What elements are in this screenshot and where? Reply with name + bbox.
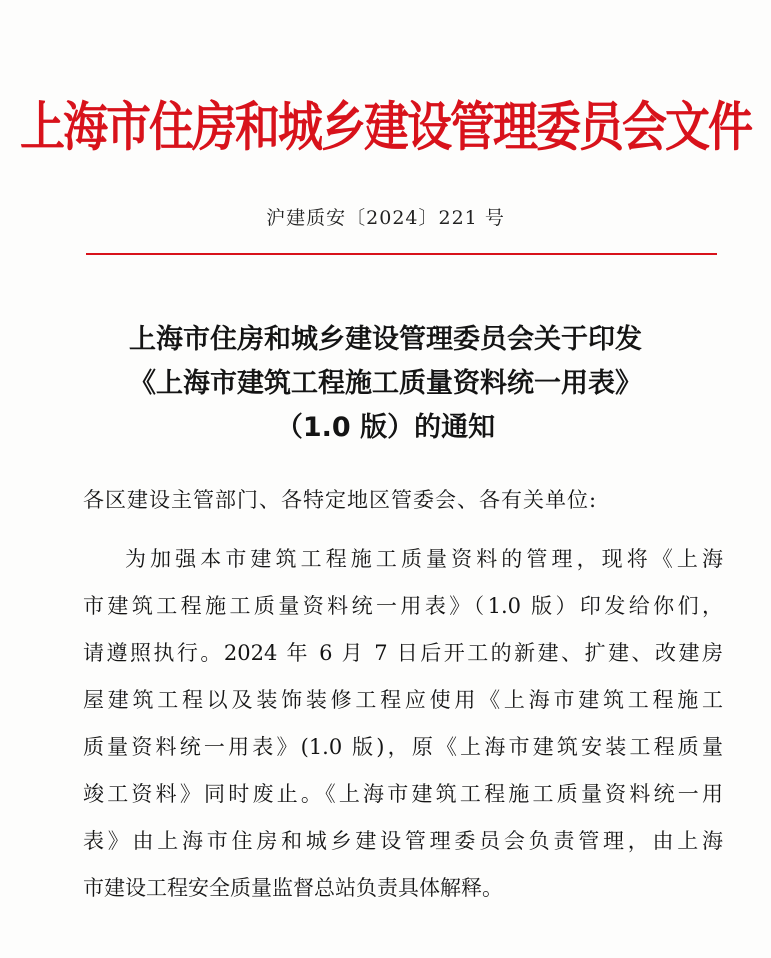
notice-title-line-2: 《上海市建筑工程施工质量资料统一用表》: [129, 368, 642, 399]
body-paragraph: [83, 536, 723, 912]
notice-title-line-3: （1.0 版）的通知: [275, 412, 496, 443]
body-line: 市建设工程安全质量监督总站负责具体解释。: [83, 876, 503, 900]
body-line: 质量资料统一用表》(1.0 版)，原《上海市建筑安装工程质量: [83, 735, 723, 759]
body-line: 表》由上海市住房和城乡建设管理委员会负责管理，由上海: [83, 829, 723, 853]
notice-title-line-1: 上海市住房和城乡建设管理委员会关于印发: [129, 324, 642, 355]
body-line: 请遵照执行。2024 年 6 月 7 日后开工的新建、扩建、改建房: [83, 641, 723, 665]
notice-title: [0, 318, 771, 450]
document-number: 沪建质安〔2024〕221 号: [266, 207, 505, 229]
body-line: 为加强本市建筑工程施工质量资料的管理，现将《上海: [125, 547, 723, 571]
body-line: 市建筑工程施工质量资料统一用表》（1.0 版）印发给你们，: [83, 594, 723, 618]
red-separator-rule: [86, 253, 717, 255]
salutation: 各区建设主管部门、各特定地区管委会、各有关单位:: [83, 488, 598, 512]
masthead-title: 上海市住房和城乡建设管理委员会文件: [19, 95, 751, 159]
body-line: 竣工资料》同时废止。《上海市建筑工程施工质量资料统一用: [83, 782, 723, 806]
body-line: 屋建筑工程以及装饰装修工程应使用《上海市建筑工程施工: [83, 688, 723, 712]
